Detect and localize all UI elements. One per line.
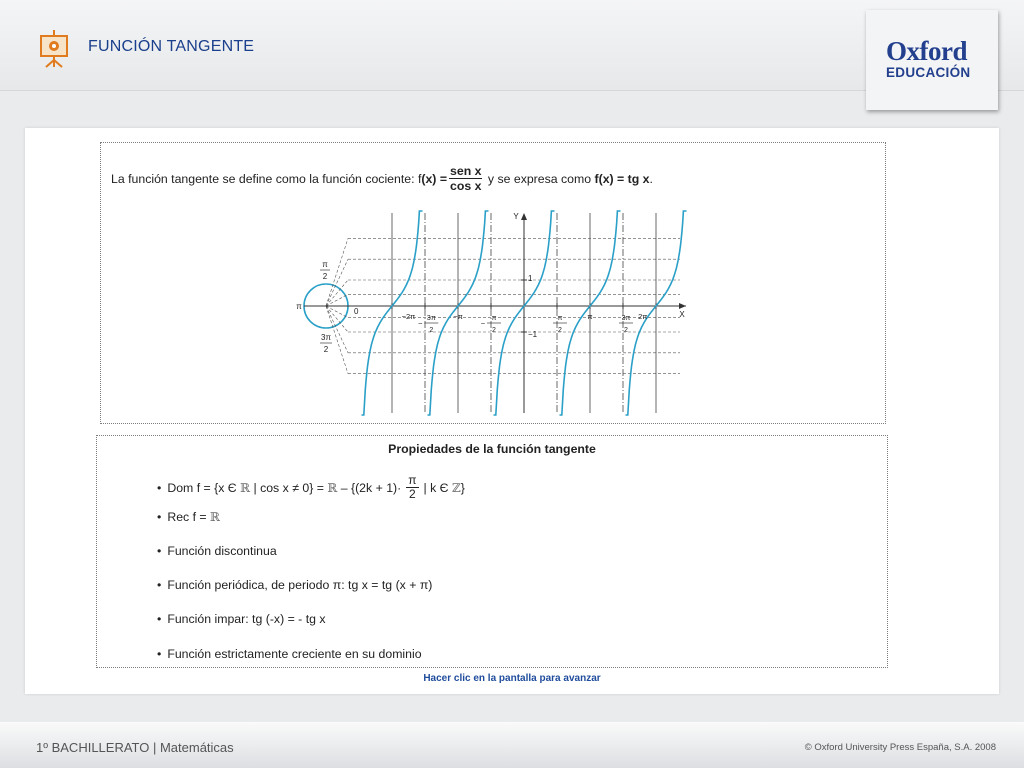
presentation-board-icon (38, 30, 70, 68)
bullet: • (157, 510, 162, 524)
domain-text-b: | cos x ≠ 0} = (250, 480, 328, 495)
circle-three-pi-half-den: 2 (323, 345, 329, 354)
origin-label: 0 (354, 307, 359, 316)
tangent-graph (290, 205, 700, 417)
x-tick-label-num: π (491, 315, 497, 322)
domain-text-a: Dom f = {x Є (167, 480, 241, 495)
domain-text-d: | k Є (423, 480, 452, 495)
x-tick-label-num: 3π (426, 315, 436, 322)
x-tick-label-num: π (557, 315, 563, 322)
y-one-label: 1 (528, 274, 533, 283)
definition-middle: y se expresa como (484, 171, 595, 186)
fraction-numerator: sen x (450, 164, 482, 178)
x-tick-label-den: 2 (624, 327, 628, 334)
y-minus-one-label: −1 (528, 330, 538, 339)
logo-subtitle: EDUCACIÓN (886, 65, 971, 80)
reals-symbol: ℝ (240, 480, 251, 495)
property-item (157, 647, 422, 661)
bullet: • (157, 647, 162, 661)
circle-pi-label: π (296, 302, 302, 311)
bullet: • (157, 544, 162, 558)
definition-text (111, 164, 653, 193)
copyright: © Oxford University Press España, S.A. 2008 (804, 742, 996, 753)
definition-prefix: La función tangente se define como la función cociente: f (111, 171, 422, 186)
property-text: Función discontinua (167, 544, 277, 558)
x-tick-minus: − (418, 319, 423, 328)
bullet: • (157, 612, 162, 626)
property-text: Función impar: tg (-x) = - tg x (167, 612, 326, 626)
x-tick-label: −2π (401, 312, 416, 321)
x-tick-label: −π (453, 312, 463, 321)
x-tick-label-den: 2 (492, 327, 496, 334)
property-item (157, 578, 432, 592)
sen-cos-fraction (449, 164, 482, 193)
bullet: • (157, 480, 162, 495)
properties-title: Propiedades de la función tangente (388, 442, 596, 456)
integers-symbol: ℤ (451, 480, 461, 495)
course-label: 1º BACHILLERATO | Matemáticas (36, 740, 234, 755)
fraction-numerator: π (408, 473, 417, 487)
circle-pi-half-num: π (322, 260, 328, 269)
circle-pi-half-den: 2 (322, 272, 328, 281)
advance-hint[interactable]: Hacer clic en la pantalla para avanzar (423, 673, 601, 684)
x-tick-minus: − (480, 319, 486, 328)
y-axis-label: Y (513, 212, 519, 221)
reals-symbol: ℝ (210, 510, 221, 524)
projection-line (323, 306, 348, 354)
x-axis-arrow (679, 303, 686, 309)
page-title: FUNCIÓN TANGENTE (88, 38, 255, 55)
logo-brand: Oxford (886, 36, 967, 66)
pi-half-fraction (406, 474, 418, 501)
x-tick-label-den: 2 (558, 327, 562, 334)
x-axis-label: X (679, 310, 685, 319)
x-tick-label: 2π (638, 312, 648, 321)
x-tick-label: π (587, 312, 593, 321)
property-item (157, 544, 277, 558)
property-text: Función estrictamente creciente en su dominio (167, 647, 422, 661)
fraction-denominator: cos x (450, 179, 482, 193)
oxford-logo (866, 10, 998, 110)
definition-expression: f(x) = tg x (594, 171, 650, 186)
projection-line (326, 259, 348, 306)
x-tick-label-den: 2 (429, 327, 434, 334)
definition-suffix: . (649, 171, 653, 186)
range-text: Rec f = (167, 510, 211, 524)
property-domain (157, 474, 465, 501)
y-axis-arrow (521, 213, 527, 220)
definition-arg: (x) = (421, 171, 448, 186)
x-tick-label-num: 3π (621, 315, 631, 322)
property-item (157, 612, 326, 626)
property-text: Función periódica, de periodo π: tg x = tg (x + π) (167, 578, 433, 592)
reals-symbol: ℝ (327, 480, 338, 495)
graph-guides (304, 213, 686, 413)
bullet: • (157, 578, 162, 592)
domain-text-c: – {(2k + 1)· (337, 480, 402, 495)
fraction-denominator: 2 (409, 487, 416, 501)
property-range (157, 510, 220, 524)
circle-three-pi-half-num: 3π (321, 333, 331, 342)
domain-text-e: } (460, 480, 465, 495)
